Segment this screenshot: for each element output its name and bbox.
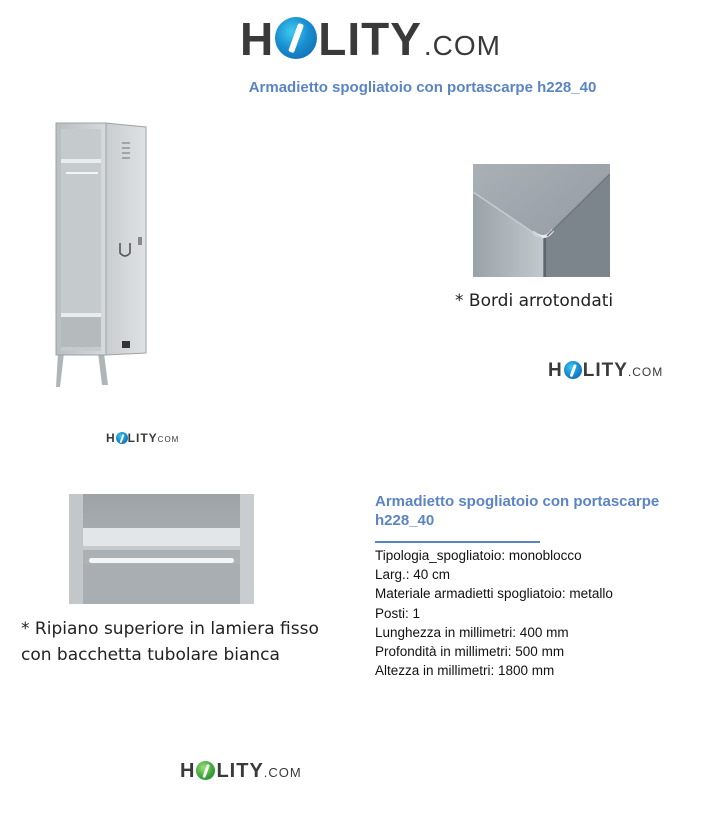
product-specs-list <box>375 546 613 680</box>
locker-image <box>54 121 150 389</box>
top-shelf-caption-line-1: * Ripiano superiore in lamiera fisso <box>21 619 319 639</box>
logo-suffix: LITY <box>582 360 628 381</box>
rounded-corner-image <box>473 164 610 277</box>
spec-item: Tipologia_spogliatoio: monoblocco <box>375 548 582 563</box>
page-subtitle: Armadietto spogliatoio con portascarpe h228_40 <box>248 79 597 96</box>
spec-item: Lunghezza in millimetri: 400 mm <box>375 624 569 640</box>
logo-circle-icon <box>275 17 317 59</box>
logo-domain: .COM <box>263 765 302 780</box>
locker-watermark-logo <box>106 430 179 445</box>
logo-circle-icon <box>116 432 128 444</box>
spec-item: Larg.: 40 cm <box>375 567 451 583</box>
logo-suffix: LITY <box>127 431 158 445</box>
spec-item: Altezza in millimetri: 1800 mm <box>375 663 555 679</box>
logo-domain: .COM <box>627 365 664 379</box>
logo-domain: .COM <box>423 30 502 61</box>
top-shelf-caption-line-2: con bacchetta tubolare bianca <box>21 645 280 665</box>
logo-prefix: H <box>548 360 563 381</box>
spec-item: Posti: 1 <box>375 605 421 621</box>
logo-prefix: H <box>106 431 116 445</box>
spec-item: Profondità in millimetri: 500 mm <box>375 644 565 660</box>
spec-item: Materiale armadietti spogliatoio: metallo <box>375 586 613 602</box>
top-shelf-image <box>69 494 254 604</box>
rounded-edges-caption: * Bordi arrotondati <box>455 291 614 311</box>
corner-watermark-logo <box>548 358 663 382</box>
top-shelf-caption <box>21 616 319 668</box>
bottom-logo <box>180 758 302 783</box>
title-divider <box>375 541 540 543</box>
product-title: Armadietto spogliatoio con portascarpe h228_40 <box>375 493 660 529</box>
logo-suffix: LITY <box>216 760 264 782</box>
logo-circle-icon <box>196 761 215 780</box>
logo-prefix: H <box>180 760 196 782</box>
logo-circle-icon <box>564 361 582 379</box>
brand-logo[interactable] <box>240 12 501 66</box>
logo-suffix: LITY <box>318 13 422 65</box>
logo-prefix: H <box>240 13 275 65</box>
logo-domain: COM <box>157 435 180 444</box>
